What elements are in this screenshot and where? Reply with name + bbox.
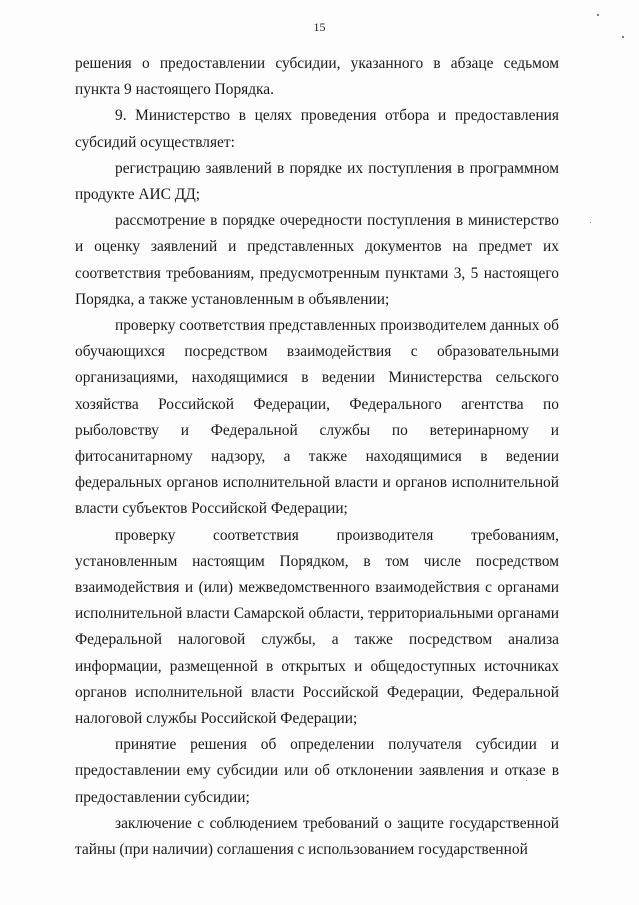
paragraph-decision: принятие решения об определении получателя субсидии и предоставлении ему субсидии или об отклонении заявления и отказе в предоставлении субсидии; [75, 736, 559, 806]
scan-speck [590, 222, 591, 223]
paragraph-agreement: заключение с соблюдением требований о защите государственной тайны (при наличии) соглашения с использованием государственной [75, 814, 559, 859]
scan-speck [597, 14, 599, 16]
paragraph-continuation: решения о предоставлении субсидии, указанного в абзаце седьмом пункта 9 настоящего Порядка. [75, 55, 559, 99]
scan-speck [526, 780, 527, 781]
scan-speck [622, 36, 624, 38]
paragraph-producer-check: проверку соответствия производителя требованиям, установленным настоящим Порядком, в том числе посредством взаимодействия и (или) межведомственного взаимодействия с органами исполнительной власти Самарской области, территориальными органами Федеральной налоговой службы, а также посредством анализа информации, размещенной в открытых и общедоступных источниках органов исполнительной власти Российской Федерации, Федеральной налоговой службы Российской Федерации; [75, 526, 559, 728]
paragraph-student-check: проверку соответствия представленных производителем данных об обучающихся посредством взаимодействия с образовательными организациями, находящимися в ведении Министерства сельского хозяйства Российской Федерации, Федерального агентства по рыболовству и Федеральной службы по ветеринарному и фитосанитарному надзору, а также находящимися в ведении федеральных органов исполнительной власти и органов исполнительной власти субъектов Российской Федерации; [75, 317, 559, 518]
document-body [75, 51, 559, 863]
paragraph-item-9: 9. Министерство в целях проведения отбора и предоставления субсидий осуществляет: [75, 107, 559, 151]
page-number: 15 [313, 20, 326, 34]
paragraph-review: рассмотрение в порядке очередности поступления в министерство и оценку заявлений и представленных документов на предмет их соответствия требованиям, предусмотренным пунктами 3, 5 настоящего Порядка, а также установленным в объявлении; [75, 212, 559, 308]
paragraph-registration: регистрацию заявлений в порядке их поступления в программном продукте АИС ДД; [75, 159, 559, 204]
